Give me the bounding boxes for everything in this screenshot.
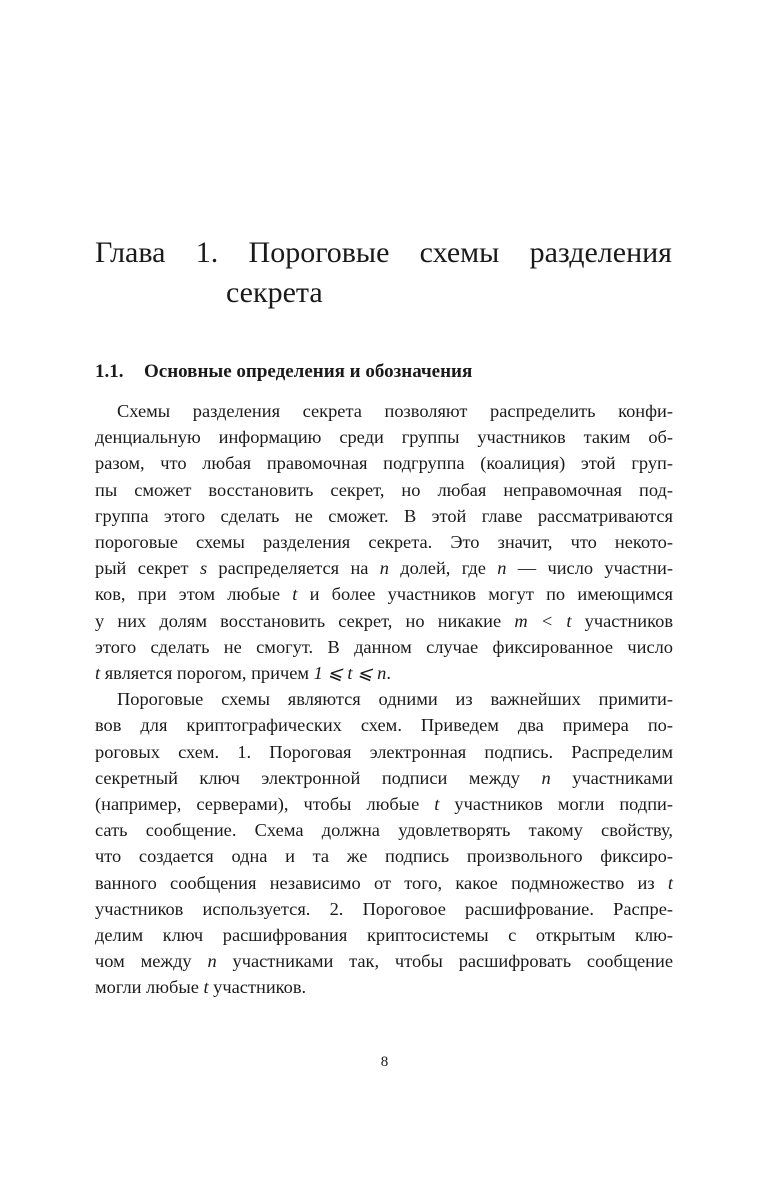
text-line: сать сообщение. Схема должна удовлетворять такому свойству, (95, 820, 673, 841)
page-number: 8 (380, 1054, 389, 1070)
body-text (95, 398, 673, 1001)
text-line: пороговые схемы разделения секрета. Это значит, что некото- (95, 532, 673, 553)
math-var: n (379, 558, 389, 579)
text-line (95, 948, 673, 974)
math-var: t (434, 794, 440, 815)
math-var: n (541, 767, 551, 788)
text-line: денциальную информацию среди группы участников таким об- (95, 427, 673, 448)
math-var: t (203, 977, 209, 998)
section-number: 1.1. (95, 361, 124, 382)
text-segment: и более участников могут по имеющимся (297, 584, 673, 605)
text-segment: является порогом, причем (100, 663, 314, 684)
text-line (95, 765, 673, 791)
chapter-title-line-2: секрета (226, 276, 323, 309)
text-line (95, 791, 673, 817)
text-line: пы сможет восстановить секрет, но любая неправомочная под- (95, 479, 673, 500)
text-line: этого сделать не смогут. В данном случае фиксированное число (95, 636, 673, 657)
text-segment: (например, серверами), чтобы любые (95, 794, 435, 815)
math-var: t (292, 584, 298, 605)
math-var: n (207, 951, 217, 972)
section-heading (95, 359, 685, 385)
text-segment: рый секрет (95, 558, 200, 579)
text-line: Схемы разделения секрета позволяют распределить конфи- (117, 401, 673, 421)
text-line: делим ключ расшифрования криптосистемы с открытым клю- (95, 925, 673, 946)
text-line (95, 581, 673, 607)
text-segment: участников могли подпи- (439, 794, 674, 815)
text-segment: могли любые (95, 977, 204, 998)
text-segment: участников. (208, 977, 307, 998)
text-segment: долей, где (388, 558, 498, 579)
text-line (95, 974, 673, 1000)
text-line (95, 660, 673, 686)
text-segment: . (386, 663, 391, 684)
chapter-title (95, 233, 685, 313)
text-line: что создается одна и та же подпись произвольного фиксиро- (95, 846, 673, 867)
math-var: s (199, 558, 208, 579)
text-line: участников используется. 2. Пороговое расшифрование. Распре- (95, 898, 673, 919)
text-line (95, 555, 673, 581)
text-segment: чом между (95, 951, 208, 972)
math-var: t (95, 663, 101, 684)
text-segment: у них долям восстановить секрет, но никакие (95, 610, 515, 631)
text-line (95, 608, 673, 634)
text-segment: участников (571, 610, 674, 631)
math-var: n (497, 558, 507, 579)
chapter-title-line-1: Глава 1. Пороговые схемы разделения (95, 236, 672, 269)
text-segment: распределяется на (207, 558, 380, 579)
text-line: Пороговые схемы являются одними из важнейших примити- (117, 689, 673, 710)
text-line: роговых схем. 1. Пороговая электронная подпись. Распределим (95, 741, 673, 762)
text-segment: секретный ключ электронной подписи между (95, 767, 542, 788)
text-segment: — число участни- (506, 558, 674, 579)
paragraph-1 (95, 398, 673, 686)
math-expr: 1 ⩽ t ⩽ n (313, 663, 387, 684)
math-expr: m < t (514, 610, 572, 631)
text-segment: ков, при этом любые (95, 584, 293, 605)
text-line: разом, что любая правомочная подгруппа (коалиция) этой груп- (95, 453, 673, 474)
text-line: вов для криптографических схем. Приведем два примера по- (95, 715, 673, 736)
text-segment: участниками так, чтобы расшифровать сообщение (216, 951, 673, 972)
text-segment: ванного сообщения независимо от того, какое подмножество из (95, 872, 668, 893)
section-title: Основные определения и обозначения (144, 361, 473, 382)
text-segment: участниками (550, 767, 673, 788)
text-line (95, 870, 673, 896)
math-var: t (667, 872, 673, 893)
paragraph-2 (95, 686, 673, 1000)
text-line: группа этого сделать не сможет. В этой главе рассматриваются (95, 505, 673, 526)
